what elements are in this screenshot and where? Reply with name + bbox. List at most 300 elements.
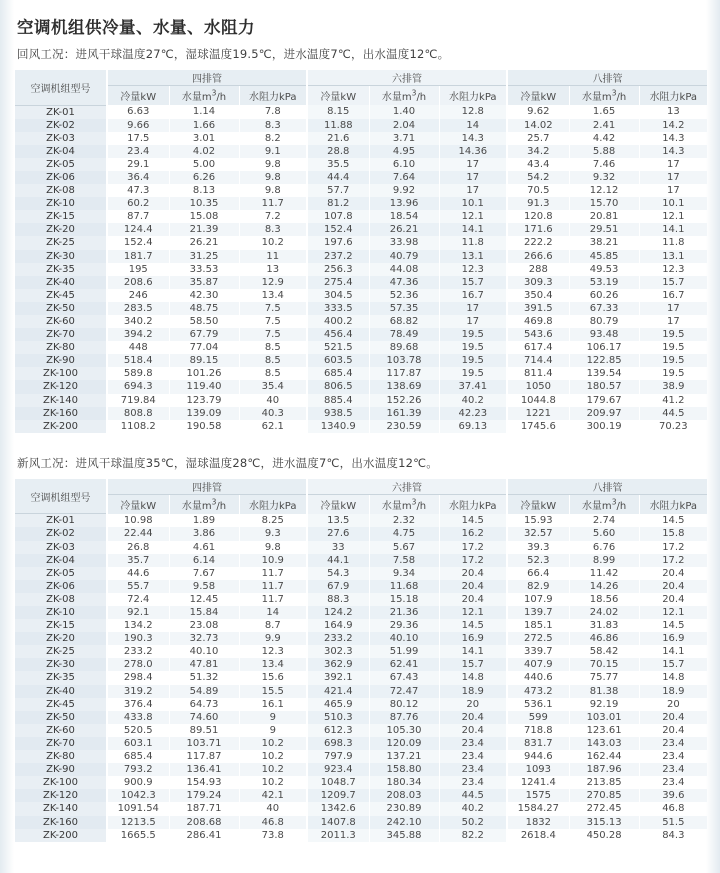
table-row: [15, 394, 707, 407]
cell-waterflow-8: 187.96: [569, 763, 639, 776]
table-row: [15, 328, 707, 341]
cell-resistance-4: 62.1: [239, 420, 307, 433]
cell-resistance-8: 14.3: [639, 132, 707, 145]
cell-resistance-6: 19.5: [439, 341, 507, 354]
sub-header-row: [15, 86, 707, 106]
cell-capacity-6: 603.5: [307, 354, 369, 367]
cell-resistance-8: 38.9: [639, 380, 707, 393]
cell-resistance-4: 13.4: [239, 289, 307, 302]
col-header-waterflow-4: 水量$m^3/h$: [169, 494, 239, 514]
cell-waterflow-6: 15.18: [369, 593, 439, 606]
cell-model: ZK-200: [15, 420, 107, 433]
table-wrap-fresh-air: [14, 479, 706, 842]
table-row: [15, 541, 707, 554]
cell-capacity-4: 1042.3: [107, 789, 169, 802]
table-row: [15, 132, 707, 145]
cell-model: ZK-70: [15, 328, 107, 341]
cell-capacity-4: 900.9: [107, 776, 169, 789]
cell-waterflow-6: 138.69: [369, 380, 439, 393]
table-row: [15, 619, 707, 632]
cell-capacity-6: 81.2: [307, 197, 369, 210]
cell-resistance-4: 42.1: [239, 789, 307, 802]
cell-waterflow-8: 300.19: [569, 420, 639, 433]
cell-waterflow-8: 45.85: [569, 250, 639, 263]
table-row: [15, 171, 707, 184]
cell-model: ZK-60: [15, 724, 107, 737]
cell-capacity-8: 32.57: [507, 527, 569, 540]
cell-waterflow-4: 77.04: [169, 341, 239, 354]
cell-capacity-8: 1241.4: [507, 776, 569, 789]
cell-resistance-6: 20.4: [439, 724, 507, 737]
cell-waterflow-8: 29.51: [569, 223, 639, 236]
condition-label: 回风工况：: [17, 47, 76, 61]
cell-capacity-6: 421.4: [307, 685, 369, 698]
cell-capacity-8: 339.7: [507, 645, 569, 658]
cell-waterflow-4: 117.87: [169, 750, 239, 763]
cell-waterflow-4: 15.84: [169, 606, 239, 619]
cell-model: ZK-30: [15, 250, 107, 263]
cell-capacity-8: 266.6: [507, 250, 569, 263]
table-row: [15, 263, 707, 276]
col-header-capacity-4: 冷量kW: [107, 86, 169, 106]
cell-waterflow-4: 4.02: [169, 145, 239, 158]
table-row: [15, 105, 707, 119]
cell-model: ZK-100: [15, 367, 107, 380]
cell-model: ZK-40: [15, 276, 107, 289]
cell-resistance-4: 11.7: [239, 197, 307, 210]
cell-waterflow-8: 31.83: [569, 619, 639, 632]
table-row: [15, 554, 707, 567]
cell-waterflow-8: 143.03: [569, 737, 639, 750]
cell-waterflow-8: 6.76: [569, 541, 639, 554]
cell-resistance-6: 17.2: [439, 554, 507, 567]
cell-capacity-8: 66.4: [507, 567, 569, 580]
cell-resistance-4: 46.8: [239, 816, 307, 829]
cell-resistance-8: 15.7: [639, 276, 707, 289]
cell-capacity-4: 29.1: [107, 158, 169, 171]
cell-capacity-6: 510.3: [307, 711, 369, 724]
cell-capacity-6: 21.6: [307, 132, 369, 145]
cell-resistance-8: 11.8: [639, 236, 707, 249]
cell-resistance-6: 19.5: [439, 328, 507, 341]
cell-capacity-8: 222.2: [507, 236, 569, 249]
cell-resistance-8: 12.3: [639, 263, 707, 276]
cell-capacity-6: 67.9: [307, 580, 369, 593]
cell-resistance-4: 9: [239, 711, 307, 724]
table-row: [15, 580, 707, 593]
cell-capacity-4: 87.7: [107, 210, 169, 223]
page-title: 空调机组供冷量、水量、水阻力: [17, 18, 255, 37]
cell-resistance-4: 8.5: [239, 341, 307, 354]
cell-resistance-4: 16.1: [239, 698, 307, 711]
cell-waterflow-8: 162.44: [569, 750, 639, 763]
cell-waterflow-6: 9.34: [369, 567, 439, 580]
cell-model: ZK-10: [15, 606, 107, 619]
cell-resistance-4: 40.3: [239, 407, 307, 420]
cell-resistance-6: 42.23: [439, 407, 507, 420]
col-header-capacity-6: 冷量kW: [307, 86, 369, 106]
cell-resistance-8: 18.9: [639, 685, 707, 698]
cell-waterflow-6: 13.96: [369, 197, 439, 210]
cell-resistance-6: 14.5: [439, 514, 507, 528]
cell-waterflow-4: 54.89: [169, 685, 239, 698]
capacity-table-fresh-air: [15, 479, 707, 842]
group-header-6row: 六排管: [307, 479, 507, 495]
cell-capacity-4: 1108.2: [107, 420, 169, 433]
cell-model: ZK-08: [15, 593, 107, 606]
cell-waterflow-6: 5.67: [369, 541, 439, 554]
cell-resistance-8: 10.1: [639, 197, 707, 210]
cell-model: ZK-120: [15, 789, 107, 802]
cell-waterflow-4: 123.79: [169, 394, 239, 407]
cell-capacity-8: 1832: [507, 816, 569, 829]
table-row: [15, 514, 707, 528]
cell-capacity-4: 685.4: [107, 750, 169, 763]
cell-waterflow-4: 103.71: [169, 737, 239, 750]
cell-waterflow-6: 1.40: [369, 105, 439, 119]
cell-waterflow-4: 15.08: [169, 210, 239, 223]
cell-capacity-4: 589.8: [107, 367, 169, 380]
cell-waterflow-8: 179.67: [569, 394, 639, 407]
cell-resistance-6: 16.9: [439, 632, 507, 645]
cell-resistance-4: 9: [239, 724, 307, 737]
cell-capacity-6: 13.5: [307, 514, 369, 528]
cell-waterflow-4: 7.67: [169, 567, 239, 580]
cell-waterflow-8: 67.33: [569, 302, 639, 315]
table-row: [15, 567, 707, 580]
col-header-capacity-4: 冷量kW: [107, 494, 169, 514]
cell-model: ZK-20: [15, 632, 107, 645]
cell-waterflow-6: 137.21: [369, 750, 439, 763]
col-header-capacity-8: 冷量kW: [507, 86, 569, 106]
cell-resistance-4: 9.8: [239, 171, 307, 184]
cell-capacity-8: 811.4: [507, 367, 569, 380]
cell-waterflow-8: 24.02: [569, 606, 639, 619]
cell-capacity-4: 233.2: [107, 645, 169, 658]
condition-line-fresh-air: [17, 455, 706, 471]
col-header-resistance-4: 水阻力kPa: [239, 86, 307, 106]
cell-capacity-4: 10.98: [107, 514, 169, 528]
cell-waterflow-6: 62.41: [369, 658, 439, 671]
cell-capacity-4: 319.2: [107, 685, 169, 698]
cell-capacity-8: 1093: [507, 763, 569, 776]
cell-capacity-4: 394.2: [107, 328, 169, 341]
cell-capacity-6: 35.5: [307, 158, 369, 171]
cell-resistance-8: 51.5: [639, 816, 707, 829]
cell-resistance-8: 20.4: [639, 711, 707, 724]
cell-model: ZK-80: [15, 341, 107, 354]
cell-waterflow-6: 158.80: [369, 763, 439, 776]
cell-waterflow-4: 40.10: [169, 645, 239, 658]
cell-capacity-6: 400.2: [307, 315, 369, 328]
cell-resistance-6: 23.4: [439, 776, 507, 789]
cell-waterflow-8: 11.42: [569, 567, 639, 580]
table-row: [15, 236, 707, 249]
cell-model: ZK-01: [15, 105, 107, 119]
col-header-model: 空调机组型号: [15, 70, 107, 105]
cell-resistance-8: 20.4: [639, 593, 707, 606]
cell-waterflow-6: 52.36: [369, 289, 439, 302]
cell-model: ZK-100: [15, 776, 107, 789]
cell-waterflow-6: 72.47: [369, 685, 439, 698]
cell-resistance-4: 8.7: [239, 619, 307, 632]
cell-capacity-8: 14.02: [507, 119, 569, 132]
group-header-8row: 八排管: [507, 70, 707, 86]
cell-resistance-4: 8.25: [239, 514, 307, 528]
cell-waterflow-8: 209.97: [569, 407, 639, 420]
cell-capacity-8: 440.6: [507, 671, 569, 684]
cell-resistance-4: 15.5: [239, 685, 307, 698]
cell-waterflow-4: 1.66: [169, 119, 239, 132]
cell-capacity-4: 190.3: [107, 632, 169, 645]
cell-model: ZK-35: [15, 671, 107, 684]
cell-resistance-4: 7.8: [239, 105, 307, 119]
cell-capacity-4: 36.4: [107, 171, 169, 184]
cell-resistance-4: 13.4: [239, 658, 307, 671]
cell-waterflow-4: 89.51: [169, 724, 239, 737]
cell-capacity-4: 808.8: [107, 407, 169, 420]
cell-capacity-8: 70.5: [507, 184, 569, 197]
table-row: [15, 606, 707, 619]
cell-waterflow-8: 139.54: [569, 367, 639, 380]
cell-model: ZK-15: [15, 619, 107, 632]
cell-resistance-6: 16.7: [439, 289, 507, 302]
group-header-row: [15, 70, 707, 86]
cell-waterflow-8: 180.57: [569, 380, 639, 393]
cell-capacity-6: 27.6: [307, 527, 369, 540]
cell-capacity-4: 92.1: [107, 606, 169, 619]
cell-waterflow-8: 4.42: [569, 132, 639, 145]
cell-model: ZK-06: [15, 580, 107, 593]
cell-model: ZK-70: [15, 737, 107, 750]
cell-waterflow-8: 46.86: [569, 632, 639, 645]
cell-resistance-6: 12.1: [439, 210, 507, 223]
cell-resistance-6: 20: [439, 698, 507, 711]
cell-waterflow-6: 117.87: [369, 367, 439, 380]
cell-capacity-6: 44.4: [307, 171, 369, 184]
table-row: [15, 776, 707, 789]
cell-waterflow-8: 8.99: [569, 554, 639, 567]
cell-waterflow-4: 190.58: [169, 420, 239, 433]
cell-waterflow-6: 4.95: [369, 145, 439, 158]
cell-waterflow-4: 101.26: [169, 367, 239, 380]
cell-waterflow-8: 80.79: [569, 315, 639, 328]
cell-resistance-6: 40.2: [439, 394, 507, 407]
table-row: [15, 341, 707, 354]
cell-model: ZK-20: [15, 223, 107, 236]
cell-resistance-6: 12.8: [439, 105, 507, 119]
cell-model: ZK-120: [15, 380, 107, 393]
table-row: [15, 380, 707, 393]
cell-resistance-6: 14: [439, 119, 507, 132]
cell-resistance-4: 10.2: [239, 737, 307, 750]
cell-resistance-4: 8.5: [239, 367, 307, 380]
cell-waterflow-4: 12.45: [169, 593, 239, 606]
table-row: [15, 816, 707, 829]
cell-waterflow-4: 154.93: [169, 776, 239, 789]
cell-model: ZK-45: [15, 289, 107, 302]
cell-capacity-8: 171.6: [507, 223, 569, 236]
cell-waterflow-6: 3.71: [369, 132, 439, 145]
cell-waterflow-4: 51.32: [169, 671, 239, 684]
cell-capacity-4: 603.1: [107, 737, 169, 750]
cell-waterflow-6: 78.49: [369, 328, 439, 341]
cell-resistance-4: 9.8: [239, 184, 307, 197]
cell-waterflow-4: 187.71: [169, 802, 239, 815]
cell-waterflow-6: 230.59: [369, 420, 439, 433]
table-body-return-air: [15, 105, 707, 433]
cell-capacity-8: 1044.8: [507, 394, 569, 407]
table-row: [15, 119, 707, 132]
cell-capacity-6: 612.3: [307, 724, 369, 737]
cell-waterflow-4: 6.26: [169, 171, 239, 184]
cell-resistance-8: 13: [639, 105, 707, 119]
cell-capacity-6: 88.3: [307, 593, 369, 606]
cell-capacity-4: 433.8: [107, 711, 169, 724]
cell-waterflow-6: 105.30: [369, 724, 439, 737]
cell-capacity-4: 793.2: [107, 763, 169, 776]
section-spacer: [14, 433, 706, 455]
cell-waterflow-8: 49.53: [569, 263, 639, 276]
cell-waterflow-8: 58.42: [569, 645, 639, 658]
cell-model: ZK-04: [15, 554, 107, 567]
cell-waterflow-6: 242.10: [369, 816, 439, 829]
cell-capacity-4: 22.44: [107, 527, 169, 540]
cell-waterflow-6: 47.36: [369, 276, 439, 289]
cell-model: ZK-25: [15, 645, 107, 658]
cell-resistance-4: 15.6: [239, 671, 307, 684]
cell-waterflow-4: 286.41: [169, 829, 239, 842]
col-header-waterflow-6: 水量$m^3/h$: [369, 86, 439, 106]
cell-waterflow-6: 18.54: [369, 210, 439, 223]
cell-capacity-6: 362.9: [307, 658, 369, 671]
group-header-8row: 八排管: [507, 479, 707, 495]
cell-waterflow-4: 10.35: [169, 197, 239, 210]
cell-capacity-6: 54.3: [307, 567, 369, 580]
table-row: [15, 289, 707, 302]
cell-waterflow-4: 74.60: [169, 711, 239, 724]
table-wrap-return-air: [14, 70, 706, 433]
cell-capacity-6: 197.6: [307, 236, 369, 249]
cell-resistance-8: 16.7: [639, 289, 707, 302]
table-row: [15, 632, 707, 645]
cell-capacity-4: 23.4: [107, 145, 169, 158]
cell-resistance-4: 12.9: [239, 276, 307, 289]
cell-resistance-6: 20.4: [439, 711, 507, 724]
cell-resistance-4: 73.8: [239, 829, 307, 842]
cell-waterflow-8: 315.13: [569, 816, 639, 829]
cell-waterflow-4: 42.30: [169, 289, 239, 302]
table-row: [15, 802, 707, 815]
cell-capacity-4: 6.63: [107, 105, 169, 119]
cell-waterflow-8: 18.56: [569, 593, 639, 606]
cell-capacity-8: 599: [507, 711, 569, 724]
cell-model: ZK-25: [15, 236, 107, 249]
cell-resistance-6: 17: [439, 315, 507, 328]
cell-model: ZK-05: [15, 158, 107, 171]
cell-resistance-8: 14.8: [639, 671, 707, 684]
table-row: [15, 407, 707, 420]
cell-resistance-6: 14.3: [439, 132, 507, 145]
cell-resistance-4: 7.5: [239, 328, 307, 341]
cell-capacity-4: 376.4: [107, 698, 169, 711]
cell-capacity-8: 139.7: [507, 606, 569, 619]
cell-capacity-6: 2011.3: [307, 829, 369, 842]
table-row: [15, 789, 707, 802]
cell-resistance-6: 14.1: [439, 223, 507, 236]
cell-resistance-6: 50.2: [439, 816, 507, 829]
cell-waterflow-8: 7.46: [569, 158, 639, 171]
cell-capacity-4: 694.3: [107, 380, 169, 393]
cell-resistance-4: 10.2: [239, 776, 307, 789]
cell-waterflow-6: 40.10: [369, 632, 439, 645]
cell-capacity-8: 25.7: [507, 132, 569, 145]
cell-capacity-8: 15.93: [507, 514, 569, 528]
group-header-6row: 六排管: [307, 70, 507, 86]
cell-resistance-6: 14.5: [439, 619, 507, 632]
cell-waterflow-6: 161.39: [369, 407, 439, 420]
cell-resistance-6: 17.2: [439, 541, 507, 554]
cell-waterflow-8: 53.19: [569, 276, 639, 289]
cell-resistance-8: 44.5: [639, 407, 707, 420]
cell-waterflow-8: 122.85: [569, 354, 639, 367]
cell-capacity-8: 1221: [507, 407, 569, 420]
cell-capacity-6: 1209.7: [307, 789, 369, 802]
table-row: [15, 737, 707, 750]
cell-capacity-6: 44.1: [307, 554, 369, 567]
cell-model: ZK-160: [15, 816, 107, 829]
col-header-resistance-8: 水阻力kPa: [639, 494, 707, 514]
cell-waterflow-8: 123.61: [569, 724, 639, 737]
cell-resistance-6: 19.5: [439, 354, 507, 367]
cell-waterflow-4: 3.01: [169, 132, 239, 145]
cell-model: ZK-50: [15, 711, 107, 724]
cell-capacity-8: 43.4: [507, 158, 569, 171]
cell-capacity-6: 806.5: [307, 380, 369, 393]
cell-resistance-4: 7.2: [239, 210, 307, 223]
cell-model: ZK-02: [15, 119, 107, 132]
cell-capacity-6: 302.3: [307, 645, 369, 658]
cell-capacity-6: 1407.8: [307, 816, 369, 829]
cell-resistance-4: 9.8: [239, 158, 307, 171]
col-header-resistance-6: 水阻力kPa: [439, 86, 507, 106]
cell-waterflow-4: 9.58: [169, 580, 239, 593]
cell-waterflow-4: 48.75: [169, 302, 239, 315]
table-row: [15, 184, 707, 197]
cell-capacity-6: 11.88: [307, 119, 369, 132]
cell-resistance-6: 17: [439, 158, 507, 171]
cell-capacity-8: 107.9: [507, 593, 569, 606]
cell-waterflow-4: 8.13: [169, 184, 239, 197]
cell-resistance-4: 10.2: [239, 750, 307, 763]
cell-waterflow-8: 2.74: [569, 514, 639, 528]
cell-waterflow-8: 92.19: [569, 698, 639, 711]
cell-waterflow-8: 38.21: [569, 236, 639, 249]
cell-capacity-8: 54.2: [507, 171, 569, 184]
cell-resistance-6: 40.2: [439, 802, 507, 815]
col-header-waterflow-4: 水量$m^3/h$: [169, 86, 239, 106]
cell-capacity-6: 797.9: [307, 750, 369, 763]
cell-resistance-6: 14.8: [439, 671, 507, 684]
cell-capacity-6: 923.4: [307, 763, 369, 776]
cell-waterflow-8: 5.88: [569, 145, 639, 158]
cell-resistance-8: 20.4: [639, 580, 707, 593]
cell-resistance-4: 8.2: [239, 132, 307, 145]
cell-resistance-6: 23.4: [439, 737, 507, 750]
cell-capacity-4: 152.4: [107, 236, 169, 249]
cell-model: ZK-60: [15, 315, 107, 328]
cell-waterflow-6: 26.21: [369, 223, 439, 236]
